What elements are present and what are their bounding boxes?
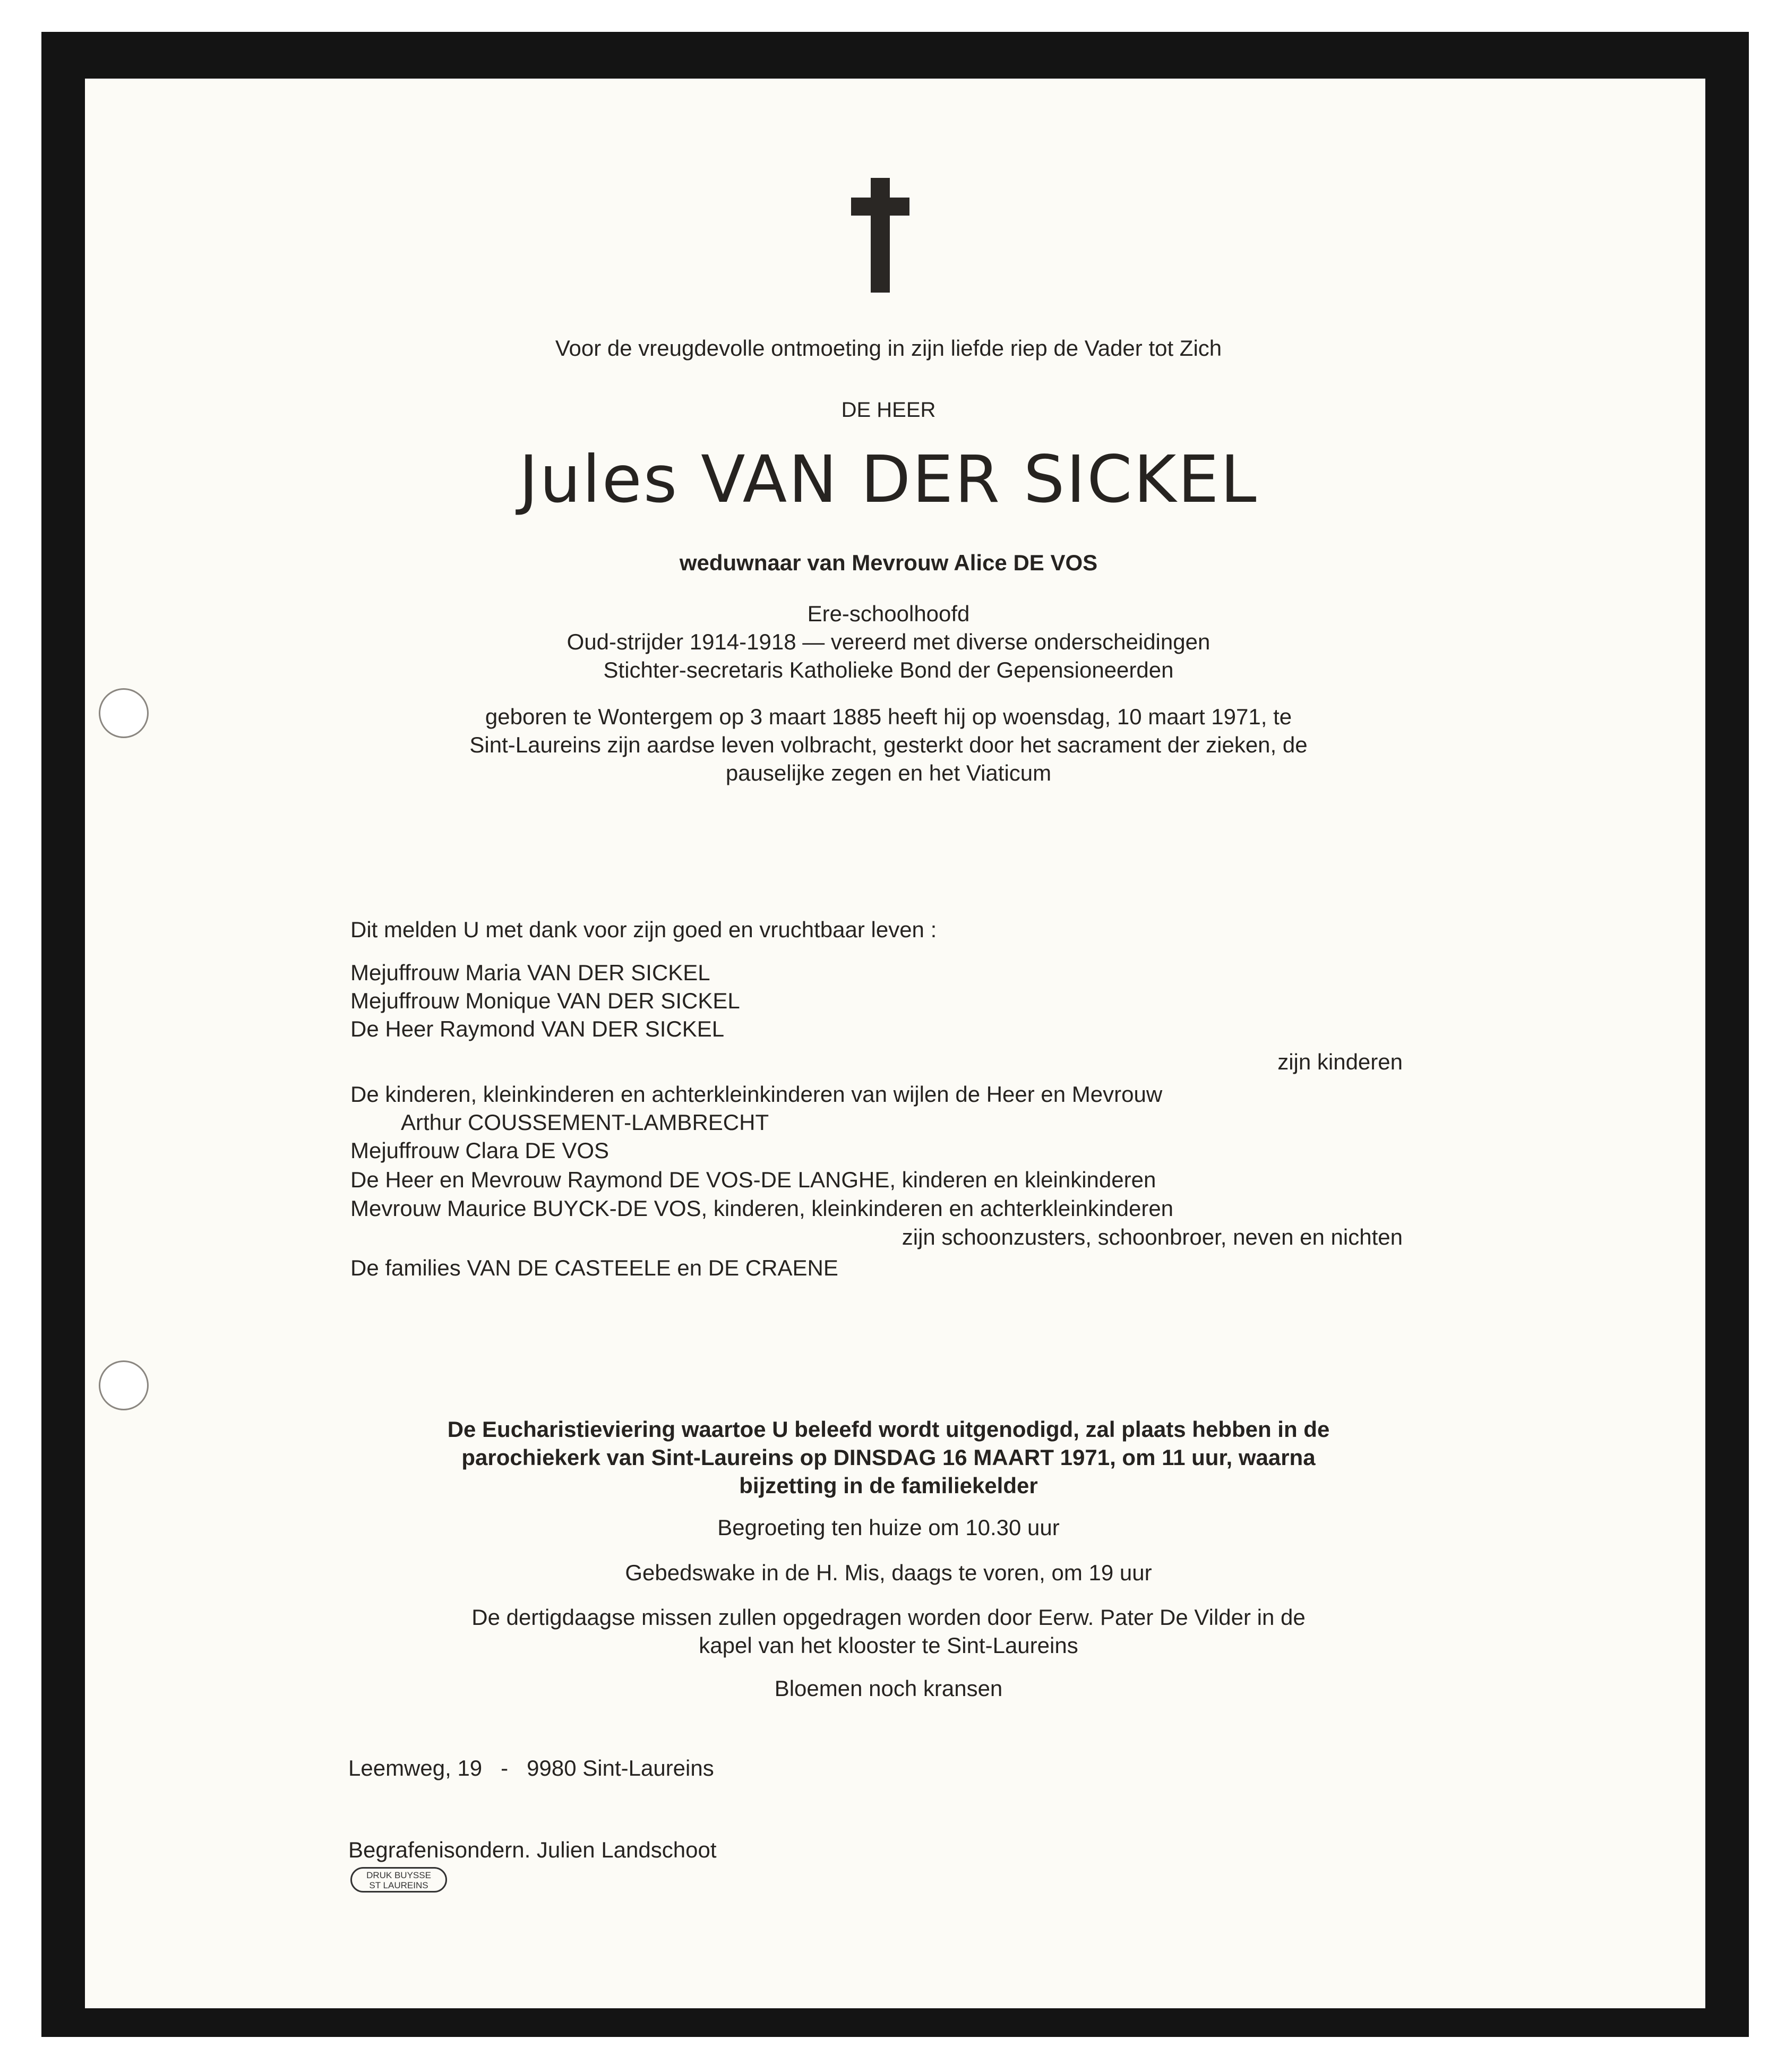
punch-hole-bottom: [99, 1360, 149, 1410]
deceased-name: Jules VAN DER SICKEL: [519, 442, 1258, 517]
printer-stamp-line: ST LAUREINS: [369, 1880, 428, 1890]
flowers-line: Bloemen noch kransen: [774, 1676, 1003, 1701]
birth-death-line: pauselijke zegen en het Viaticum: [725, 760, 1052, 785]
ceremony-line: parochiekerk van Sint-Laureins op DINSDAG 16 MAART 1971, om 11 uur, waarna: [461, 1445, 1316, 1470]
greeting-line: Begroeting ten huize om 10.30 uur: [717, 1515, 1060, 1540]
relative-line: De kinderen, kleinkinderen en achterkleinkinderen van wijlen de Heer en Mevrouw: [350, 1082, 1163, 1107]
masses-line: kapel van het klooster te Sint-Laureins: [699, 1633, 1078, 1658]
title-line: Stichter-secretaris Katholieke Bond der Gepensioneerden: [603, 657, 1174, 682]
relatives-label: zijn schoonzusters, schoonbroer, neven en nichten: [902, 1225, 1403, 1249]
families-line: De families VAN DE CASTEELE en DE CRAENE: [350, 1255, 838, 1280]
child-line: Mejuffrouw Monique VAN DER SICKEL: [350, 988, 740, 1013]
address-line: Leemweg, 19 - 9980 Sint-Laureins: [348, 1756, 714, 1780]
printer-stamp: [350, 1867, 447, 1893]
relative-line: Mejuffrouw Clara DE VOS: [350, 1138, 609, 1163]
announcement-text: Dit melden U met dank voor zijn goed en vruchtbaar leven :: [350, 917, 937, 942]
relative-line: Mevrouw Maurice BUYCK-DE VOS, kinderen, kleinkinderen en achterkleinkinderen: [350, 1196, 1174, 1221]
child-line: Mejuffrouw Maria VAN DER SICKEL: [350, 960, 710, 985]
intro-text: Voor de vreugdevolle ontmoeting in zijn liefde riep de Vader tot Zich: [555, 336, 1222, 361]
relative-line: De Heer en Mevrouw Raymond DE VOS-DE LANGHE, kinderen en kleinkinderen: [350, 1167, 1156, 1192]
printer-stamp-line: DRUK BUYSSE: [366, 1870, 431, 1880]
undertaker-line: Begrafenisondern. Julien Landschoot: [348, 1837, 717, 1862]
vigil-line: Gebedswake in de H. Mis, daags te voren, om 19 uur: [625, 1560, 1152, 1585]
children-label: zijn kinderen: [1277, 1049, 1403, 1074]
title-line: Ere-schoolhoofd: [807, 601, 970, 626]
paper-sheet: [85, 79, 1705, 2008]
masses-line: De dertigdaagse missen zullen opgedragen worden door Eerw. Pater De Vilder in de: [471, 1605, 1306, 1630]
relative-line: Arthur COUSSEMENT-LAMBRECHT: [401, 1110, 769, 1135]
birth-death-line: Sint-Laureins zijn aardse leven volbracht, gesterkt door het sacrament der zieken, de: [469, 732, 1308, 757]
child-line: De Heer Raymond VAN DER SICKEL: [350, 1016, 725, 1041]
birth-death-line: geboren te Wontergem op 3 maart 1885 heeft hij op woensdag, 10 maart 1971, te: [485, 704, 1292, 729]
title-prefix: DE HEER: [841, 398, 936, 422]
spouse-line: weduwnaar van Mevrouw Alice DE VOS: [679, 550, 1098, 575]
cross-icon: [851, 178, 909, 293]
ceremony-line: De Eucharistieviering waartoe U beleefd wordt uitgenodigd, zal plaats hebben in de: [447, 1417, 1330, 1442]
title-line: Oud-strijder 1914-1918 — vereerd met diverse onderscheidingen: [566, 629, 1211, 654]
ceremony-line: bijzetting in de familiekelder: [739, 1473, 1038, 1498]
